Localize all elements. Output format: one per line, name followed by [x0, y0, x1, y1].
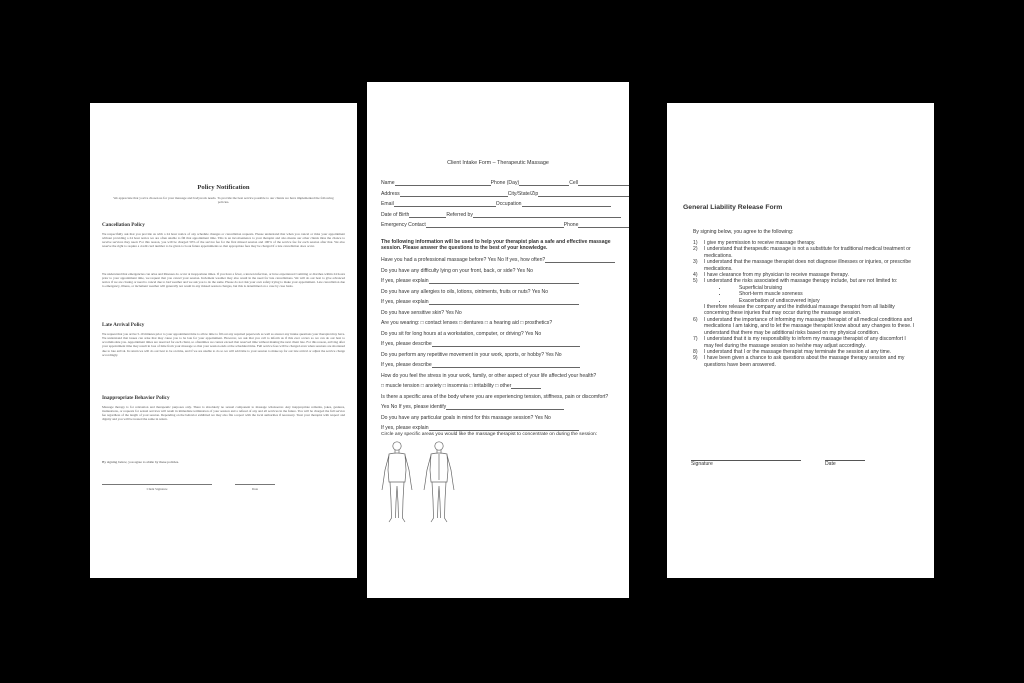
question-row	[381, 299, 615, 305]
fill-in-blank[interactable]	[432, 362, 580, 368]
contact-row	[381, 201, 615, 207]
release-item: 4) I have clearance from my physician to receive massage therapy.	[693, 272, 849, 279]
field-label: Have you had a professional massage before? Yes No If yes, how often?	[381, 257, 546, 263]
release-item: 1) I give my permission to receive massage therapy.	[693, 240, 816, 246]
field-label: If yes, please explain	[381, 278, 429, 284]
late-arrival-heading: Late Arrival Policy	[102, 322, 145, 328]
field-label: Do you have any difficulty lying on your front, back, or side? Yes No	[381, 267, 533, 274]
fill-in-blank[interactable]	[395, 180, 491, 186]
risk-item: • Superficial bruising	[728, 285, 915, 291]
question-row	[381, 268, 615, 274]
field-label: Email	[381, 201, 394, 207]
fill-in-blank[interactable]	[409, 212, 446, 218]
field-label: Do you sit for long hours at a workstation, computer, or driving? Yes No	[381, 330, 542, 337]
question-row	[381, 289, 615, 295]
release-signature-label: Signature	[691, 461, 713, 467]
client-signature-line[interactable]	[102, 484, 212, 485]
field-label: How do you feel the stress in your work, family, or other aspect of your life affected your health?	[381, 372, 597, 379]
fill-in-blank[interactable]	[432, 341, 580, 347]
field-label: Occupation	[495, 201, 522, 207]
fill-in-blank[interactable]	[446, 404, 564, 410]
policy-agree-text: By signing below, you agree to abide by these policies.	[102, 460, 180, 464]
fill-in-blank[interactable]	[394, 201, 496, 207]
field-label: □ muscle tension □ anxiety □ insomnia □ irritability □ other	[381, 383, 512, 389]
policy-title: Policy Notification	[197, 184, 250, 191]
circle-prompt: Circle any specific areas you would like the massage therapist to concentrate on during the session:	[381, 432, 598, 437]
field-label: Do you perform any repetitive movement in your work, sports, or hobby? Yes No	[381, 351, 562, 358]
release-item: 8) I understand that I or the massage therapist may terminate the session at any time.	[693, 348, 892, 355]
risk-item: • Exacerbation of undiscovered injury	[728, 298, 915, 304]
field-label: If yes, please describe	[381, 341, 432, 347]
intake-title: Client Intake Form – Therapeutic Massage	[447, 160, 549, 166]
release-item: 9) I have been given a chance to ask questions about the massage therapy session and my questions have been answered.	[693, 355, 905, 368]
contact-row	[381, 191, 615, 197]
client-signature-label: Client Signature	[146, 487, 168, 491]
release-items	[693, 240, 915, 368]
field-label: Emergency Contact	[381, 222, 426, 228]
release-item: 5) I understand the risks associated with massage therapy include, but are not limited to: • Superficial bruising • Short-term muscle soreness • Exacerbation of undiscovered injury I therefore release the company and the individual massage therapist from all liability concerning these injuries that may occur during the massage session.	[693, 278, 915, 316]
question-row	[381, 331, 615, 337]
question-row	[381, 320, 615, 326]
release-date-label: Date	[825, 461, 836, 467]
late-arrival-paragraph: We request that you arrive 5-10 minutes prior to your appointment time to allow time to fill out any required paperwork as well as answer any intake questions your therapist may have. We understand that issues can arise that may cause you to be late for your appointment. However, we ask that you call to inform us if this ever occurs so we can do our best to accommodate you. Appointment times are reserved for each client, so oftentimes we cannot exceed that reserved time without making the next client late. For this reason, arriving after your appointment time may result in loss of time from your massage so that your session ends at the scheduled time. Full service fees will be charged even when sessions are shortened due to late arrival. In return we will do our best to be on time, and if we are unable to do so we will add time to your session to make up for our late arrival or adjust the service charge accordingly.	[102, 332, 345, 357]
question-row	[381, 362, 615, 368]
intake-form-page	[367, 82, 629, 598]
question-row	[381, 341, 615, 347]
release-item: 6) I understand the importance of informing my massage therapist of all medical conditions and medications I am taking, and to let the massage therapist know about any changes to these. I understand that there may be additional risks based on my physical condition.	[693, 316, 915, 336]
intake-notice: The following information will be used to help your therapist plan a safe and effective massage session. Please answer the questions to the best of your knowledge.	[381, 239, 611, 252]
field-label: Date of Birth	[381, 211, 410, 218]
behavior-heading: Inappropriate Behavior Policy	[102, 395, 170, 401]
risk-item: • Short-term muscle soreness	[728, 291, 915, 297]
fill-in-blank[interactable]	[522, 201, 611, 207]
question-row	[381, 425, 615, 431]
policy-date-label: Date	[251, 487, 259, 491]
field-label: Do you have any allergies to oils, lotions, ointments, fruits or nuts? Yes No	[381, 288, 549, 295]
fill-in-blank[interactable]	[511, 383, 541, 389]
fill-in-blank[interactable]	[429, 425, 579, 431]
behavior-paragraph: Massage therapy is for relaxation and therapeutic purposes only. There is absolutely no sexual component to massage whatsoever. Any inappropriate remarks, jokes, gestures, insinuations, or requests for sexual services will result in immediate termination of your session and a refusal of any and all services in the future. You will be charged the full service fee regardless of the length of your session. Depending on the behavior exhibited we may also file a report with the local authorities if necessary. Treat your therapist with respect and dignity and you will be treated the same in return.	[102, 405, 345, 422]
field-label: If yes, please explain	[381, 299, 429, 305]
question-row	[381, 373, 615, 379]
field-label: Do you have any particular goals in mind for this massage session? Yes No	[381, 414, 551, 421]
field-label: Yes No If yes, please identify	[381, 404, 447, 410]
cancellation-heading: Cancellation Policy	[102, 222, 145, 228]
fill-in-blank[interactable]	[519, 180, 569, 186]
question-row	[381, 310, 615, 316]
field-label: Do you have sensitive skin? Yes No	[381, 309, 462, 316]
cancellation-paragraph-1: We respectfully ask that you provide us with a 24 hour notice of any schedule changes or cancellation requests. Please understand that when you cancel or miss your appointment without providing a 24 hour notice we are often unable to fill that appointment time. This is an inconvenience to your therapist and also means our other clients miss the chance to receive services they need. For this reason, you will be charged 50% of the service fee for the first missed session and 100% of the service fee for each session after that. We also reserve the right to require a credit card number to be given to book future appointments so that appropriate fees may be charged if a late cancellation does occur.	[102, 232, 345, 249]
release-lead: By signing below, you agree to the following:	[693, 229, 794, 235]
policy-intro: We appreciate that you've chosen us for your massage and bodywork needs. To provide the best service possible to our clients we have implemented the following policies.	[113, 196, 334, 205]
fill-in-blank[interactable]	[538, 191, 629, 197]
liability-release-page	[667, 103, 934, 578]
policy-date-line[interactable]	[235, 484, 275, 485]
body-back-figure[interactable]	[421, 440, 457, 524]
fill-in-blank[interactable]	[545, 257, 615, 263]
contact-row	[381, 212, 615, 218]
question-row	[381, 404, 615, 410]
field-label: City/State/Zip	[507, 190, 539, 197]
field-label: Are you wearing: □ contact lenses □ dentures □ a hearing aid □ prosthetics?	[381, 320, 553, 326]
fill-in-blank[interactable]	[578, 222, 629, 228]
field-label: If yes, please explain	[381, 425, 429, 431]
field-label: Address	[381, 190, 400, 197]
release-item: 7) I understand that it is my responsibility to inform my massage therapist of any discomfort I may feel during the massage session so he/she may adjust accordingly.	[693, 336, 906, 349]
field-label: Phone	[563, 222, 579, 228]
field-label: Phone (Day)	[490, 180, 520, 186]
release-item: 2) I understand that therapeutic massage is not a substitute for traditional medical treatment or medications.	[693, 246, 911, 259]
field-label: Name	[381, 180, 395, 186]
release-title: General Liability Release Form	[683, 204, 783, 211]
question-row	[381, 415, 615, 421]
fill-in-blank[interactable]	[473, 212, 621, 218]
body-front-figure[interactable]	[379, 440, 415, 524]
risk-list	[704, 285, 915, 304]
fill-in-blank[interactable]	[426, 222, 564, 228]
fill-in-blank[interactable]	[400, 191, 508, 197]
question-row	[381, 352, 615, 358]
contact-row	[381, 180, 615, 186]
field-label: Referred by	[446, 211, 473, 218]
question-row	[381, 383, 615, 389]
field-label: Cell	[569, 180, 578, 186]
field-label: If yes, please describe	[381, 362, 432, 368]
field-label: Is there a specific area of the body where you are experiencing tension, stiffness, pain or discomfort?	[381, 393, 609, 400]
fill-in-blank[interactable]	[429, 278, 579, 284]
question-row	[381, 257, 615, 263]
release-note: I therefore release the company and the individual massage therapist from all liability concerning these injuries that may occur during the massage session.	[704, 304, 895, 317]
question-row	[381, 278, 615, 284]
fill-in-blank[interactable]	[578, 180, 629, 186]
contact-row	[381, 222, 615, 228]
question-row	[381, 394, 615, 400]
fill-in-blank[interactable]	[429, 299, 579, 305]
policy-notification-page	[90, 103, 357, 578]
cancellation-paragraph-2: We understand that emergencies can arise and illnesses do occur at inopportune times. If you have a fever, a known infection, or have experienced vomiting or diarrhea within 24 hours prior to your appointment time, we request that you cancel your session. Inclement weather may also result in the need for late cancellations. We will do our best to give advanced notice if we are closing or need to cancel due to bad weather and we ask you to do the same. Please do not risk your own safety trying to make your appointment. Late cancellation due to emergency, illness, or inclement weather will generally not result in any missed session charges, but this is determined on a case by case basis.	[102, 272, 345, 289]
release-item: 3) I understand that the massage therapist does not diagnose illnesses or injuries, or prescribe medications.	[693, 259, 911, 272]
